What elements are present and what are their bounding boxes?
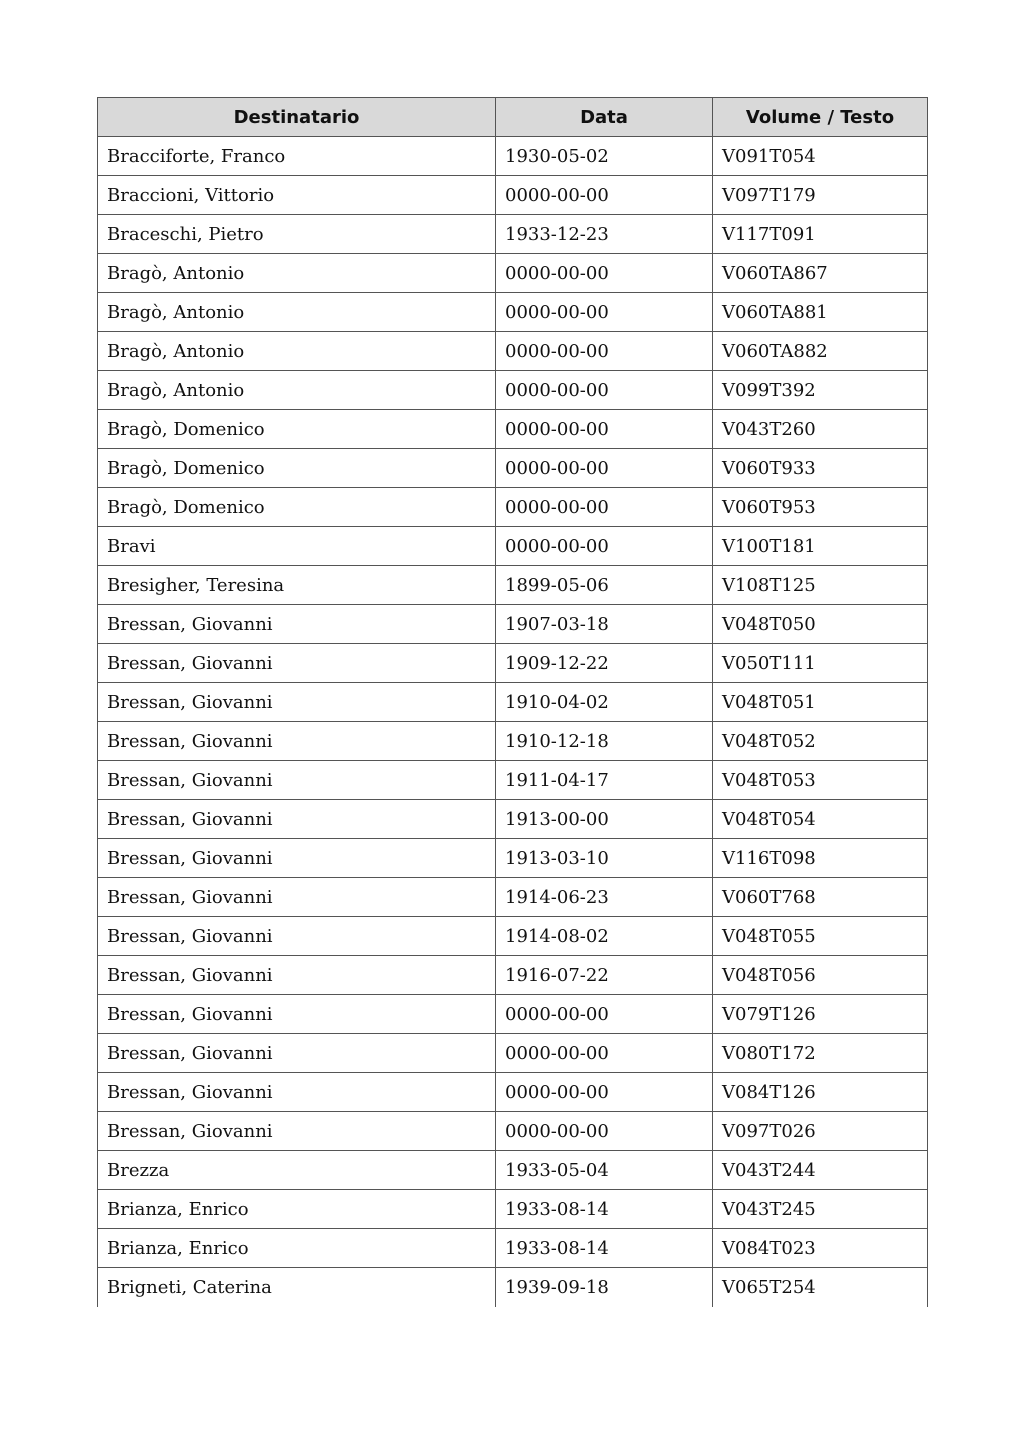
table-row bbox=[98, 605, 928, 644]
cell-data: 0000-00-00 bbox=[496, 254, 713, 293]
cell-volume-testo: V099T392 bbox=[713, 371, 928, 410]
table-row bbox=[98, 917, 928, 956]
cell-destinatario: Bragò, Antonio bbox=[98, 371, 496, 410]
cell-volume-testo: V060TA881 bbox=[713, 293, 928, 332]
cell-destinatario: Bressan, Giovanni bbox=[98, 1073, 496, 1112]
table-row bbox=[98, 800, 928, 839]
cell-data: 1913-03-10 bbox=[496, 839, 713, 878]
cell-destinatario: Bressan, Giovanni bbox=[98, 683, 496, 722]
cell-destinatario: Bressan, Giovanni bbox=[98, 1112, 496, 1151]
cell-destinatario: Bressan, Giovanni bbox=[98, 1034, 496, 1073]
cell-data: 1933-08-14 bbox=[496, 1190, 713, 1229]
cell-data: 1907-03-18 bbox=[496, 605, 713, 644]
table-row bbox=[98, 683, 928, 722]
header-volume-testo: Volume / Testo bbox=[713, 98, 928, 137]
table-row bbox=[98, 644, 928, 683]
cell-volume-testo: V108T125 bbox=[713, 566, 928, 605]
cell-volume-testo: V060T768 bbox=[713, 878, 928, 917]
cell-data: 1910-04-02 bbox=[496, 683, 713, 722]
cell-volume-testo: V097T026 bbox=[713, 1112, 928, 1151]
table-row bbox=[98, 527, 928, 566]
table-row bbox=[98, 488, 928, 527]
cell-volume-testo: V060T933 bbox=[713, 449, 928, 488]
cell-data: 0000-00-00 bbox=[496, 449, 713, 488]
cell-destinatario: Brianza, Enrico bbox=[98, 1190, 496, 1229]
cell-destinatario: Bressan, Giovanni bbox=[98, 995, 496, 1034]
cell-destinatario: Brigneti, Caterina bbox=[98, 1268, 496, 1307]
table-row bbox=[98, 410, 928, 449]
cell-data: 1914-08-02 bbox=[496, 917, 713, 956]
cell-data: 1916-07-22 bbox=[496, 956, 713, 995]
cell-data: 0000-00-00 bbox=[496, 176, 713, 215]
cell-volume-testo: V048T054 bbox=[713, 800, 928, 839]
cell-data: 1933-08-14 bbox=[496, 1229, 713, 1268]
table-row bbox=[98, 1073, 928, 1112]
cell-data: 1939-09-18 bbox=[496, 1268, 713, 1307]
cell-destinatario: Bressan, Giovanni bbox=[98, 800, 496, 839]
cell-volume-testo: V043T260 bbox=[713, 410, 928, 449]
cell-destinatario: Bressan, Giovanni bbox=[98, 722, 496, 761]
cell-data: 0000-00-00 bbox=[496, 527, 713, 566]
cell-volume-testo: V079T126 bbox=[713, 995, 928, 1034]
header-row bbox=[98, 98, 928, 137]
table-row bbox=[98, 995, 928, 1034]
cell-destinatario: Bressan, Giovanni bbox=[98, 605, 496, 644]
table-row bbox=[98, 878, 928, 917]
cell-data: 1914-06-23 bbox=[496, 878, 713, 917]
cell-data: 1913-00-00 bbox=[496, 800, 713, 839]
cell-destinatario: Bresigher, Teresina bbox=[98, 566, 496, 605]
cell-destinatario: Braceschi, Pietro bbox=[98, 215, 496, 254]
cell-destinatario: Bressan, Giovanni bbox=[98, 839, 496, 878]
cell-destinatario: Bressan, Giovanni bbox=[98, 644, 496, 683]
table-body bbox=[98, 137, 928, 1307]
cell-destinatario: Brezza bbox=[98, 1151, 496, 1190]
cell-volume-testo: V097T179 bbox=[713, 176, 928, 215]
cell-data: 1933-12-23 bbox=[496, 215, 713, 254]
cell-data: 0000-00-00 bbox=[496, 410, 713, 449]
cell-destinatario: Bragò, Antonio bbox=[98, 293, 496, 332]
table-row bbox=[98, 332, 928, 371]
table-row bbox=[98, 449, 928, 488]
table-row bbox=[98, 566, 928, 605]
cell-data: 1899-05-06 bbox=[496, 566, 713, 605]
table-row bbox=[98, 137, 928, 176]
table-row bbox=[98, 371, 928, 410]
cell-volume-testo: V048T056 bbox=[713, 956, 928, 995]
cell-data: 1909-12-22 bbox=[496, 644, 713, 683]
table-row bbox=[98, 1268, 928, 1307]
cell-volume-testo: V091T054 bbox=[713, 137, 928, 176]
cell-volume-testo: V116T098 bbox=[713, 839, 928, 878]
cell-data: 0000-00-00 bbox=[496, 1073, 713, 1112]
cell-destinatario: Brianza, Enrico bbox=[98, 1229, 496, 1268]
cell-volume-testo: V050T111 bbox=[713, 644, 928, 683]
table-row bbox=[98, 1190, 928, 1229]
cell-destinatario: Bragò, Domenico bbox=[98, 488, 496, 527]
cell-volume-testo: V065T254 bbox=[713, 1268, 928, 1307]
table-row bbox=[98, 956, 928, 995]
cell-destinatario: Bragò, Domenico bbox=[98, 410, 496, 449]
table-row bbox=[98, 1151, 928, 1190]
cell-destinatario: Bressan, Giovanni bbox=[98, 917, 496, 956]
cell-destinatario: Bravi bbox=[98, 527, 496, 566]
cell-destinatario: Bracciforte, Franco bbox=[98, 137, 496, 176]
cell-volume-testo: V043T245 bbox=[713, 1190, 928, 1229]
cell-volume-testo: V043T244 bbox=[713, 1151, 928, 1190]
table-row bbox=[98, 1112, 928, 1151]
cell-destinatario: Bragò, Domenico bbox=[98, 449, 496, 488]
table-row bbox=[98, 1229, 928, 1268]
cell-data: 1911-04-17 bbox=[496, 761, 713, 800]
cell-data: 0000-00-00 bbox=[496, 1112, 713, 1151]
table-row bbox=[98, 215, 928, 254]
cell-volume-testo: V100T181 bbox=[713, 527, 928, 566]
cell-destinatario: Bressan, Giovanni bbox=[98, 956, 496, 995]
cell-data: 0000-00-00 bbox=[496, 371, 713, 410]
cell-destinatario: Bressan, Giovanni bbox=[98, 761, 496, 800]
cell-data: 1910-12-18 bbox=[496, 722, 713, 761]
cell-destinatario: Bragò, Antonio bbox=[98, 332, 496, 371]
table-row bbox=[98, 176, 928, 215]
table-row bbox=[98, 839, 928, 878]
cell-volume-testo: V048T051 bbox=[713, 683, 928, 722]
cell-destinatario: Bragò, Antonio bbox=[98, 254, 496, 293]
cell-volume-testo: V048T055 bbox=[713, 917, 928, 956]
cell-data: 0000-00-00 bbox=[496, 293, 713, 332]
cell-volume-testo: V048T053 bbox=[713, 761, 928, 800]
header-data: Data bbox=[496, 98, 713, 137]
table-row bbox=[98, 1034, 928, 1073]
table-row bbox=[98, 761, 928, 800]
cell-volume-testo: V060TA867 bbox=[713, 254, 928, 293]
cell-volume-testo: V048T052 bbox=[713, 722, 928, 761]
cell-volume-testo: V117T091 bbox=[713, 215, 928, 254]
cell-data: 0000-00-00 bbox=[496, 488, 713, 527]
cell-data: 0000-00-00 bbox=[496, 1034, 713, 1073]
table-row bbox=[98, 293, 928, 332]
cell-volume-testo: V084T023 bbox=[713, 1229, 928, 1268]
cell-volume-testo: V084T126 bbox=[713, 1073, 928, 1112]
table-row bbox=[98, 722, 928, 761]
cell-volume-testo: V060T953 bbox=[713, 488, 928, 527]
header-destinatario: Destinatario bbox=[98, 98, 496, 137]
cell-data: 1933-05-04 bbox=[496, 1151, 713, 1190]
cell-data: 0000-00-00 bbox=[496, 332, 713, 371]
cell-volume-testo: V080T172 bbox=[713, 1034, 928, 1073]
cell-volume-testo: V060TA882 bbox=[713, 332, 928, 371]
cell-data: 1930-05-02 bbox=[496, 137, 713, 176]
cell-destinatario: Bressan, Giovanni bbox=[98, 878, 496, 917]
cell-volume-testo: V048T050 bbox=[713, 605, 928, 644]
table-row bbox=[98, 254, 928, 293]
recipient-index-table bbox=[97, 97, 928, 1307]
cell-destinatario: Braccioni, Vittorio bbox=[98, 176, 496, 215]
cell-data: 0000-00-00 bbox=[496, 995, 713, 1034]
table-header bbox=[98, 98, 928, 137]
